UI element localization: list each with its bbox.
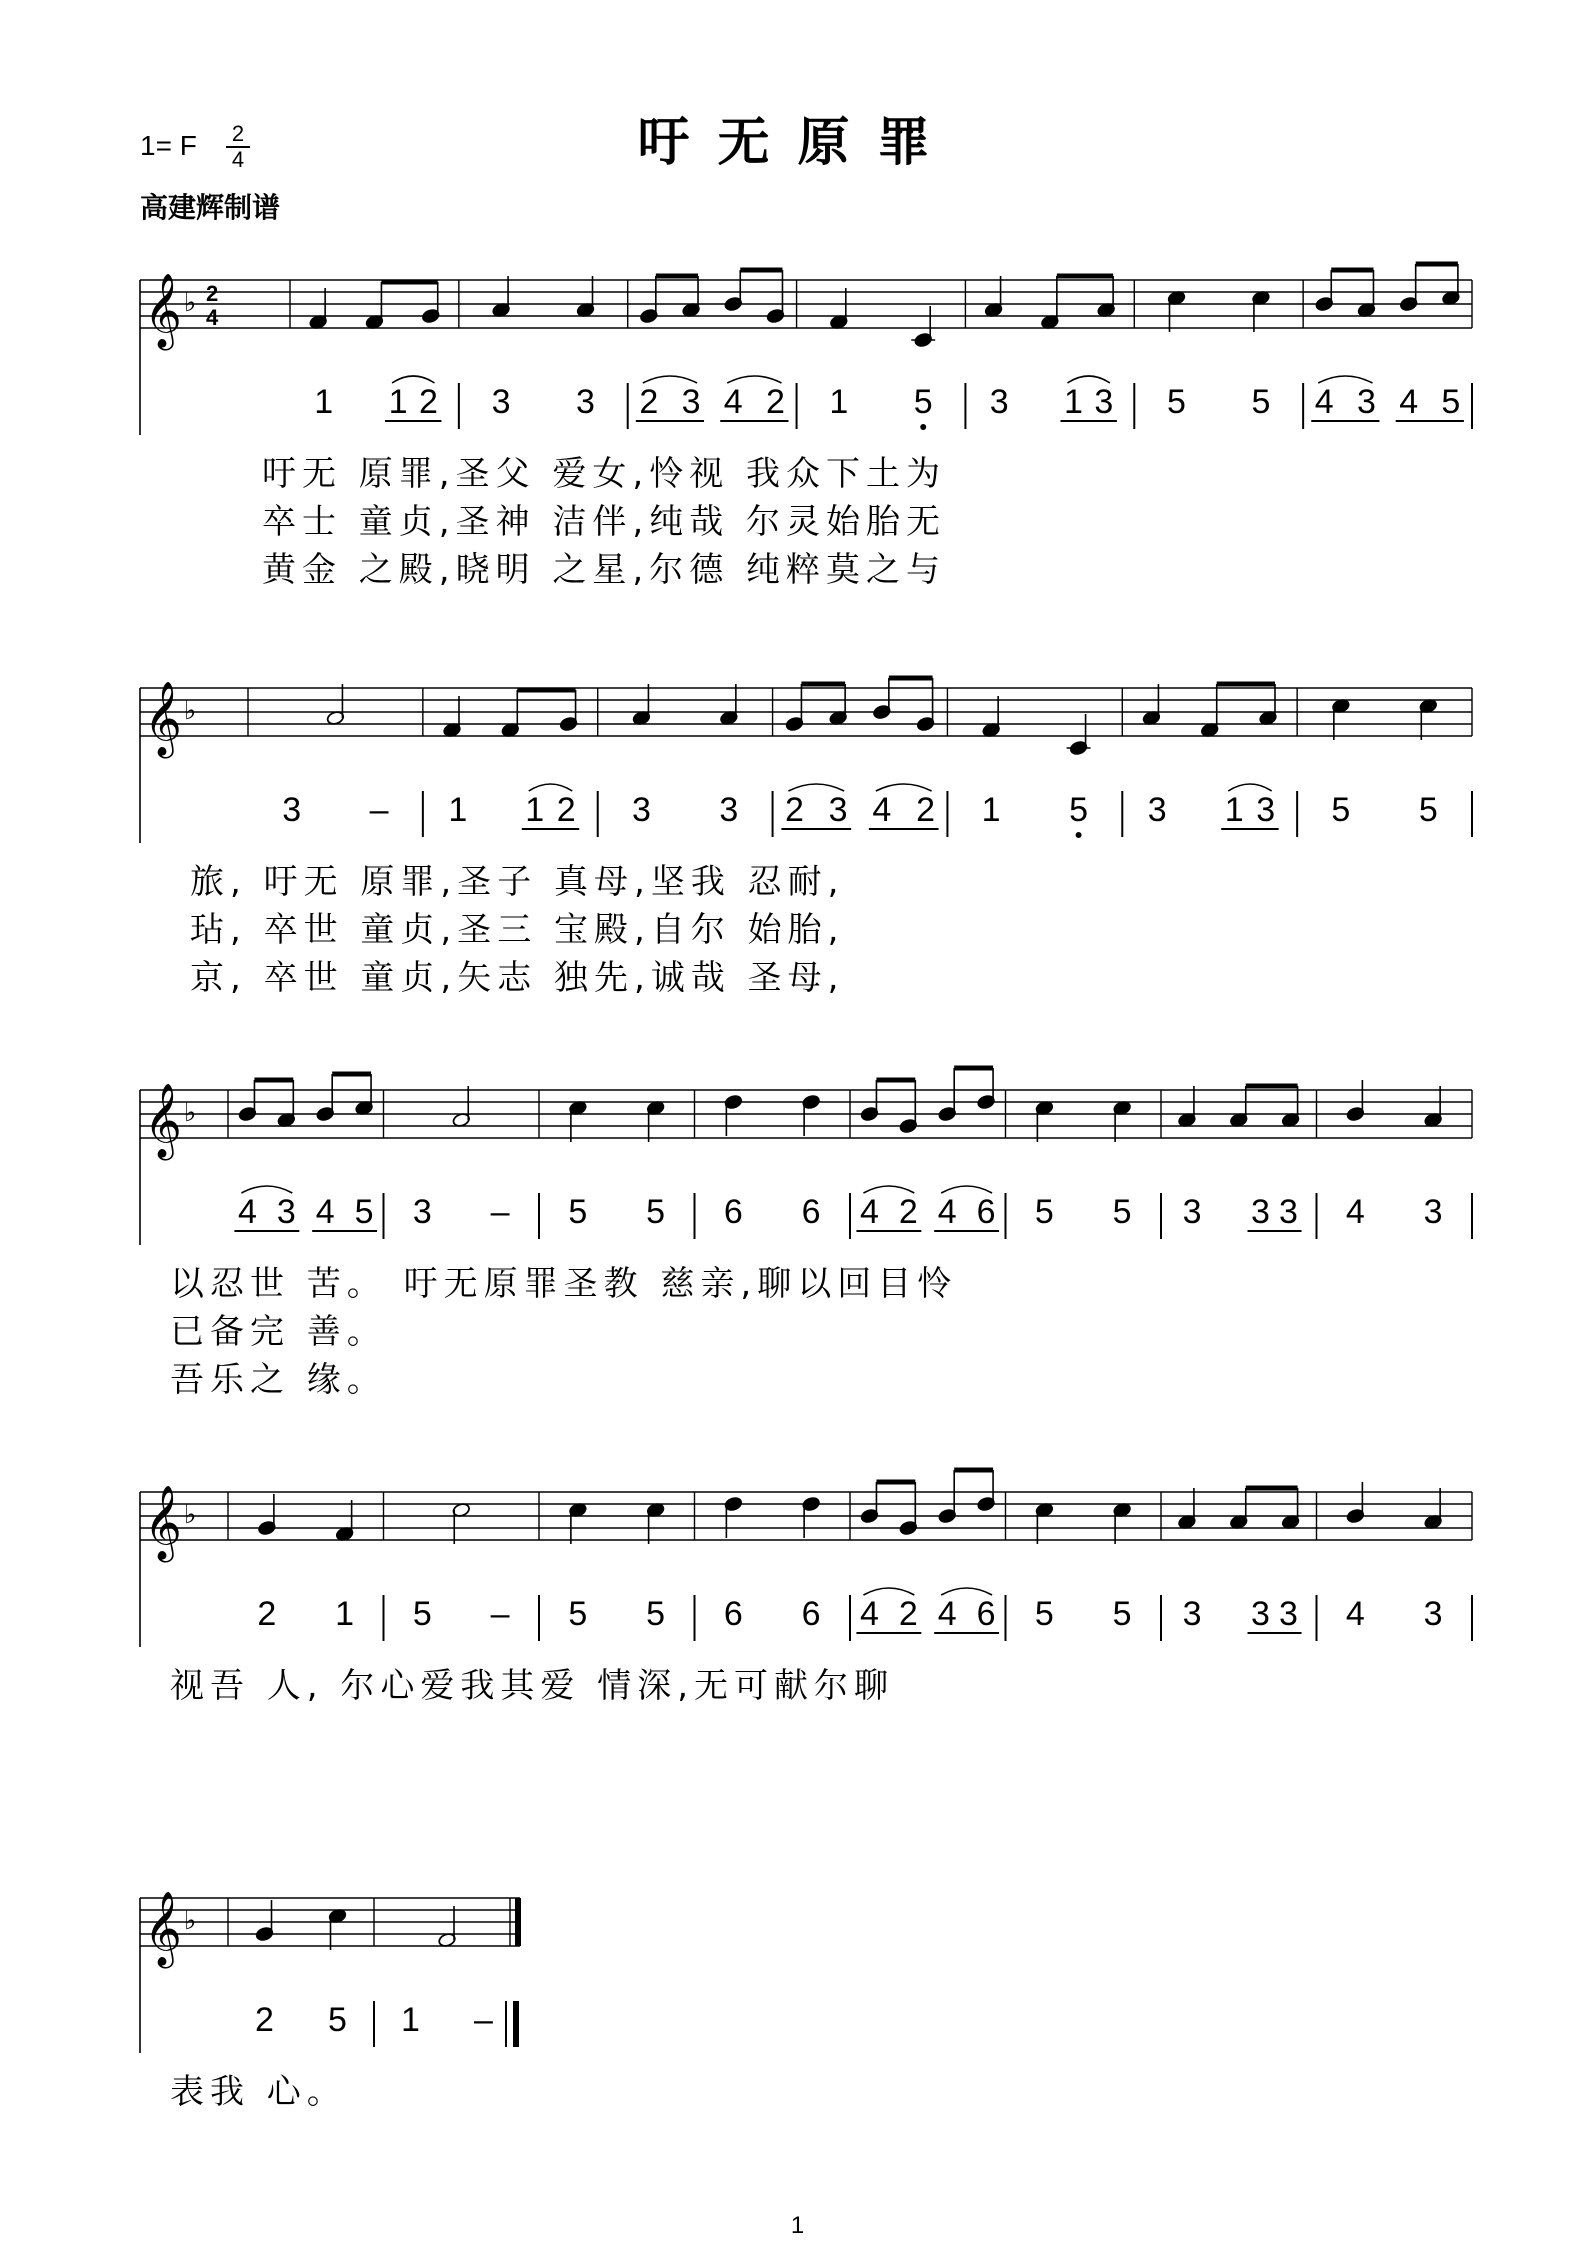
numbered-note: 5 [568, 1193, 588, 1231]
numbered-note: 1 [335, 1595, 355, 1633]
numbered-note: 1 [829, 383, 849, 421]
time-signature-denominator: 4 [226, 146, 250, 172]
numbered-note: 2 [257, 1595, 277, 1633]
numbered-note: 3 [1279, 1193, 1298, 1231]
slur-mark [863, 1588, 914, 1595]
treble-clef-icon: 𝄞 [144, 682, 182, 754]
numbered-note: 2 [916, 791, 936, 829]
numbered-note: 4 [237, 1193, 257, 1231]
lower-octave-dot [920, 424, 926, 430]
numbered-note: 3 [1251, 1595, 1270, 1633]
numbered-note: 3 [1182, 1595, 1202, 1633]
music-system [140, 678, 1472, 998]
time-signature-numerator: 2 [231, 121, 245, 146]
numbered-note: 1 [981, 791, 1001, 829]
numbered-note: 1 [448, 791, 468, 829]
flat-key-icon: ♭ [184, 1905, 197, 1935]
numbered-note: 4 [937, 1595, 957, 1633]
numbered-note: 1 [525, 791, 545, 829]
numbered-note: 5 [1112, 1193, 1132, 1231]
lyric-line: 京, 卒世 童贞,矢志 独先,诚哉 圣母, [190, 958, 845, 998]
numbered-note: 4 [1314, 383, 1334, 421]
slur-mark [241, 1186, 292, 1193]
numbered-note: 2 [766, 383, 785, 421]
numbered-note: 6 [801, 1595, 821, 1633]
slur-mark [941, 1186, 992, 1193]
slur-mark [1067, 376, 1109, 383]
lyric-line: 已备完 善。 [170, 1312, 387, 1352]
numbered-note: 3 [276, 1193, 296, 1231]
numbered-note: 3 [989, 383, 1009, 421]
numbered-note: 3 [828, 791, 848, 829]
numbered-note: 2 [556, 791, 576, 829]
lyric-line: 旅, 吁无 原罪,圣子 真母,坚我 忍耐, [190, 862, 845, 902]
numbered-note: 3 [681, 383, 701, 421]
numbered-note: 1 [1224, 791, 1244, 829]
numbered-note: 4 [872, 791, 892, 829]
lyric-line: 以忍世 苦。 吁无原罪圣教 慈亲,聊以回目怜 [170, 1264, 958, 1304]
numbered-note: 5 [1441, 383, 1461, 421]
treble-clef-icon: 𝄞 [144, 1892, 182, 1964]
numbered-note: 3 [631, 791, 651, 829]
numbered-note: – [490, 1193, 510, 1231]
slur-mark [727, 376, 781, 383]
numbered-note: 6 [976, 1595, 996, 1633]
numbered-note: 3 [1147, 791, 1167, 829]
numbered-note: 6 [801, 1193, 821, 1231]
slur-mark [863, 1186, 914, 1193]
numbered-note: 4 [859, 1595, 879, 1633]
numbered-note: 2 [898, 1193, 918, 1231]
numbered-note: 3 [719, 791, 739, 829]
numbered-note: 3 [1423, 1595, 1443, 1633]
lower-octave-dot [1076, 832, 1082, 838]
numbered-note: 5 [1167, 383, 1186, 421]
page-number: 1 [790, 2212, 805, 2239]
treble-clef-icon: 𝄞 [144, 1486, 182, 1558]
numbered-note: 3 [1094, 383, 1114, 421]
numbered-note: 2 [419, 383, 438, 421]
numbered-note: 3 [412, 1193, 432, 1231]
flat-key-icon: ♭ [184, 1097, 197, 1127]
numbered-note: 5 [913, 383, 933, 421]
numbered-note: 5 [412, 1595, 432, 1633]
slur-mark [1228, 784, 1271, 791]
numbered-note: 3 [1251, 1193, 1270, 1231]
numbered-note: 5 [568, 1595, 588, 1633]
numbered-note: 4 [937, 1193, 957, 1231]
numbered-note: 2 [255, 2001, 274, 2039]
slur-mark [1318, 376, 1372, 383]
numbered-note: 4 [859, 1193, 879, 1231]
treble-clef-icon: 𝄞 [144, 274, 182, 346]
numbered-note: 1 [314, 383, 334, 421]
numbered-note: 3 [576, 383, 595, 421]
numbered-note: 4 [315, 1193, 335, 1231]
numbered-note: 3 [491, 383, 511, 421]
numbered-note: 2 [639, 383, 659, 421]
numbered-note: 3 [1279, 1595, 1298, 1633]
lyric-line: 视吾 人, 尔心爱我其爱 情深,无可献尔聊 [170, 1666, 895, 1706]
lyric-line: 表我 心。 [170, 2072, 347, 2112]
numbered-note: 3 [1256, 791, 1276, 829]
key-signature-label: 1= F [140, 130, 197, 161]
numbered-note: 6 [723, 1193, 743, 1231]
numbered-note: 5 [1251, 383, 1271, 421]
slur-mark [392, 376, 434, 383]
numbered-note: 4 [1345, 1193, 1365, 1231]
numbered-note: 3 [1182, 1193, 1202, 1231]
numbered-note: 1 [401, 2001, 420, 2039]
numbered-note: 1 [388, 383, 408, 421]
music-system [140, 1892, 520, 2112]
numbered-note: 5 [646, 1193, 666, 1231]
staff-time-numerator: 2 [206, 281, 219, 306]
numbered-note: 5 [1034, 1595, 1054, 1633]
music-system [140, 264, 1472, 590]
numbered-note: 5 [354, 1193, 374, 1231]
song-title: 吁无原罪 [637, 112, 958, 173]
lyric-line: 黄金 之殿,晓明 之星,尔德 纯粹莫之与 [262, 550, 947, 590]
numbered-note: – [490, 1595, 510, 1633]
staff-time-denominator: 4 [206, 305, 219, 330]
numbered-note: 5 [1331, 791, 1351, 829]
numbered-note: 2 [898, 1595, 918, 1633]
numbered-note: 3 [1423, 1193, 1443, 1231]
slur-mark [876, 784, 932, 791]
lyric-line: 吁无 原罪,圣父 爱女,怜视 我众下土为 [262, 454, 947, 494]
music-system [140, 1470, 1472, 1706]
music-system [140, 1068, 1472, 1400]
slur-mark [529, 784, 572, 791]
numbered-note: 1 [1064, 383, 1083, 421]
numbered-note: 6 [976, 1193, 996, 1231]
numbered-note: 6 [723, 1595, 743, 1633]
numbered-note: 5 [646, 1595, 666, 1633]
numbered-note: 4 [1399, 383, 1419, 421]
numbered-note: 4 [1345, 1595, 1365, 1633]
numbered-note: – [474, 2001, 493, 2039]
arranger-credit: 高建辉制谱 [140, 191, 281, 224]
numbered-note: 5 [1069, 791, 1089, 829]
numbered-note: 4 [723, 383, 743, 421]
flat-key-icon: ♭ [184, 695, 197, 725]
numbered-note: 5 [1418, 791, 1438, 829]
treble-clef-icon: 𝄞 [144, 1084, 182, 1156]
numbered-note: – [369, 791, 389, 829]
numbered-note: 3 [1357, 383, 1376, 421]
numbered-note: 3 [282, 791, 302, 829]
numbered-note: 5 [328, 2001, 347, 2039]
lyric-line: 吾乐之 缘。 [170, 1360, 387, 1400]
slur-mark [788, 784, 844, 791]
numbered-note: 2 [784, 791, 804, 829]
slur-mark [941, 1588, 992, 1595]
lyric-line: 卒士 童贞,圣神 洁伴,纯哉 尔灵始胎无 [262, 502, 947, 542]
lyric-line: 玷, 卒世 童贞,圣三 宝殿,自尔 始胎, [190, 910, 845, 950]
numbered-note: 5 [1112, 1595, 1132, 1633]
flat-key-icon: ♭ [184, 1499, 197, 1529]
numbered-note: 5 [1034, 1193, 1054, 1231]
flat-key-icon: ♭ [184, 287, 197, 317]
slur-mark [643, 376, 697, 383]
